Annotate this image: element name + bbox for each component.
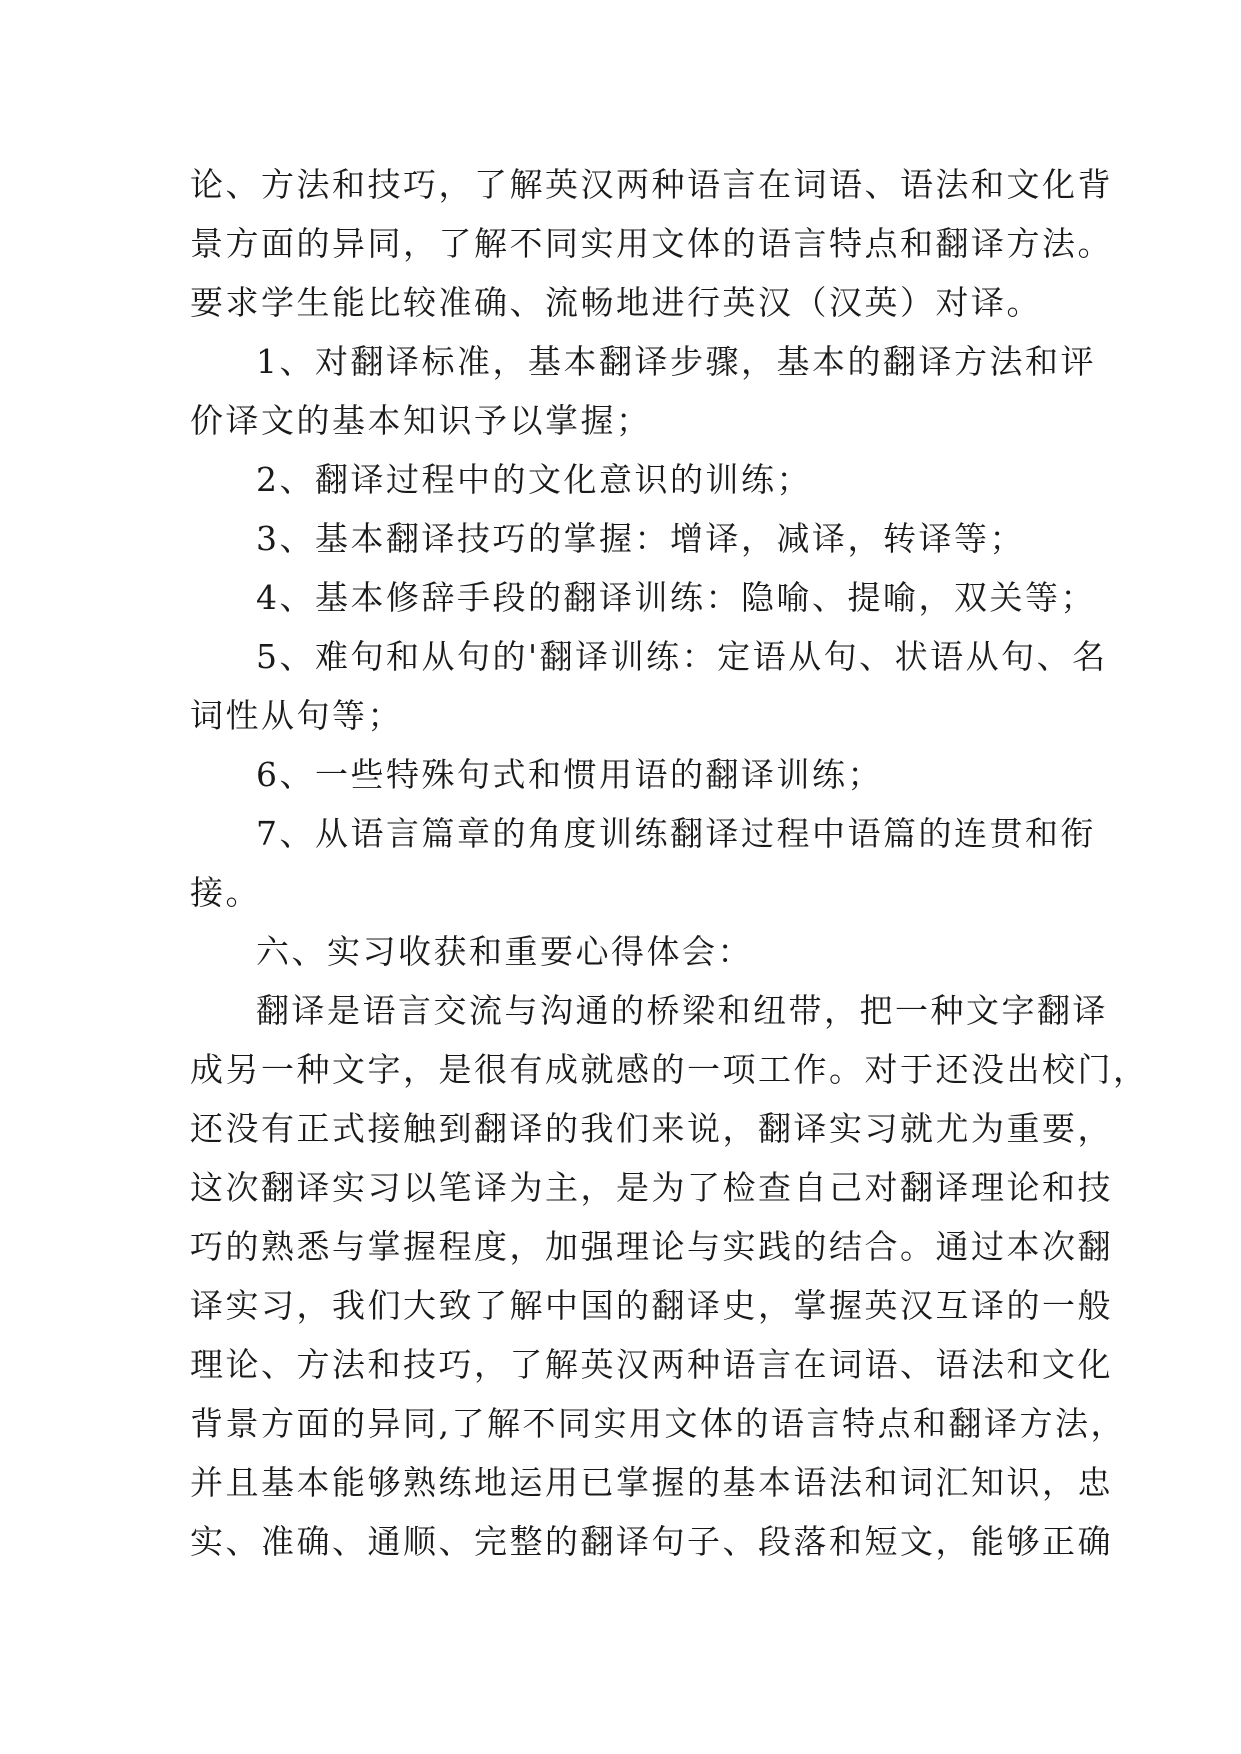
- text-line: 巧的熟悉与掌握程度，加强理论与实践的结合。通过本次翻: [190, 1227, 1113, 1266]
- text-line: 成另一种文字，是很有成就感的一项工作。对于还没出校门，: [190, 1050, 1149, 1089]
- text-line: 论、方法和技巧，了解英汉两种语言在词语、语法和文化背: [190, 165, 1113, 204]
- text-line: 译实习，我们大致了解中国的翻译史，掌握英汉互译的一般: [190, 1286, 1113, 1325]
- list-item-4: 4、基本修辞手段的翻译训练：隐喻、提喻，双关等；: [256, 578, 1096, 617]
- list-item-7: 7、从语言篇章的角度训练翻译过程中语篇的连贯和衔: [256, 814, 1096, 853]
- list-item-3: 3、基本翻译技巧的掌握：增译，减译，转译等；: [256, 519, 1025, 558]
- text-line: 并且基本能够熟练地运用已掌握的基本语法和词汇知识，忠: [190, 1463, 1113, 1502]
- text-line: 接。: [190, 873, 261, 912]
- list-item-5: 5、难句和从句的'翻译训练：定语从句、状语从句、名: [256, 637, 1108, 676]
- text-line: 背景方面的异同,了解不同实用文体的语言特点和翻译方法，: [190, 1404, 1126, 1443]
- text-line: 实、准确、通顺、完整的翻译句子、段落和短文，能够正确: [190, 1522, 1113, 1561]
- section-heading: 六、实习收获和重要心得体会：: [256, 932, 753, 971]
- text-line: 价译文的基本知识予以掌握；: [190, 401, 652, 440]
- list-item-2: 2、翻译过程中的文化意识的训练；: [256, 460, 812, 499]
- text-line: 理论、方法和技巧，了解英汉两种语言在词语、语法和文化: [190, 1345, 1113, 1384]
- text-line: 词性从句等；: [190, 696, 403, 735]
- text-line: 要求学生能比较准确、流畅地进行英汉（汉英）对译。: [190, 283, 1042, 322]
- document-body: [190, 155, 1149, 1571]
- paragraph-start: 翻译是语言交流与沟通的桥梁和纽带，把一种文字翻译: [256, 991, 1108, 1030]
- list-item-6: 6、一些特殊句式和惯用语的翻译训练；: [256, 755, 883, 794]
- text-line: 这次翻译实习以笔译为主，是为了检查自己对翻译理论和技: [190, 1168, 1113, 1207]
- text-line: 景方面的异同，了解不同实用文体的语言特点和翻译方法。: [190, 224, 1113, 263]
- list-item-1: 1、对翻译标准，基本翻译步骤，基本的翻译方法和评: [256, 342, 1096, 381]
- text-line: 还没有正式接触到翻译的我们来说，翻译实习就尤为重要，: [190, 1109, 1113, 1148]
